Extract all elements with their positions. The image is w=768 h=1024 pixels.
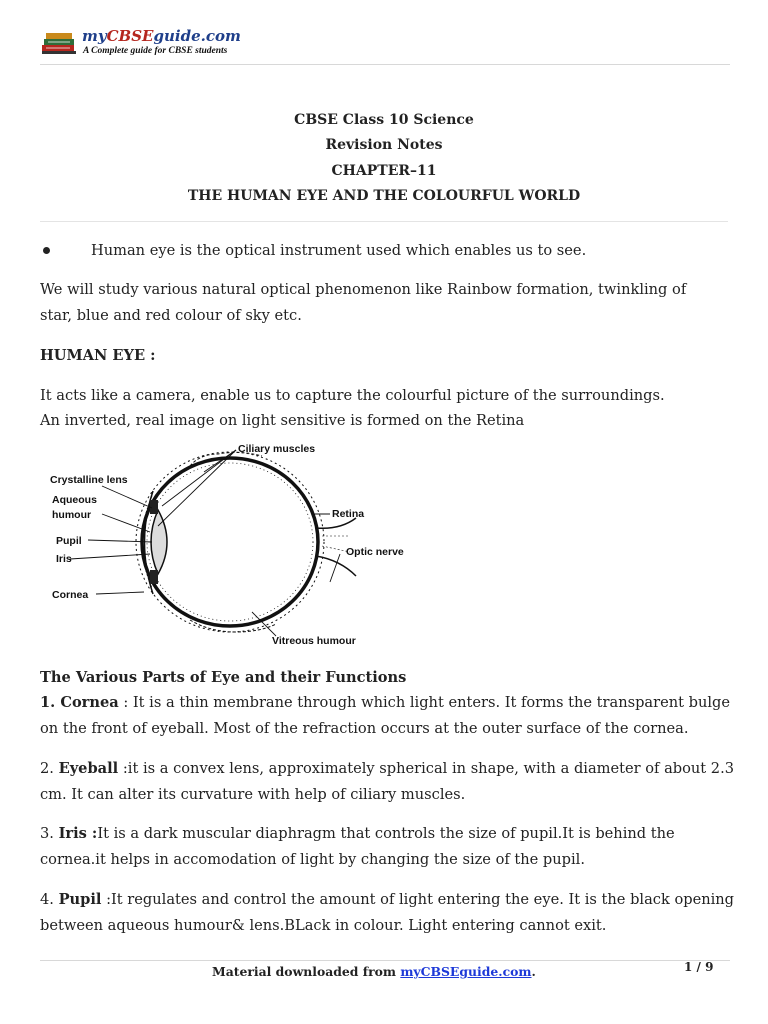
label-aqueous: Aqueous: [52, 494, 97, 506]
footer-note: Material downloaded from myCBSEguide.com.: [212, 964, 536, 979]
human-eye-diagram: [40, 436, 420, 650]
label-optic-nerve: Optic nerve: [346, 546, 404, 558]
title-divider: [40, 221, 728, 222]
label-ciliary-muscles: Ciliary muscles: [238, 443, 316, 455]
part-cornea-line-1: 1. Cornea : It is a thin membrane through which light enters. It forms the transparent bulge: [40, 694, 731, 711]
page-number: 1 / 9: [684, 960, 714, 974]
part-iris-line-2: cornea.it helps in accomodation of light by changing the size of the pupil.: [40, 851, 585, 868]
bullet-dot-icon: [43, 247, 50, 254]
label-retina: Retina: [332, 508, 365, 520]
label-crystalline-lens: Crystalline lens: [50, 474, 128, 486]
title-chapter-name: THE HUMAN EYE AND THE COLOURFUL WORLD: [187, 187, 581, 204]
intro-line-1: We will study various natural optical phenomenon like Rainbow formation, twinkling of: [40, 281, 687, 298]
label-cornea: Cornea: [52, 589, 89, 601]
camera-line-1: It acts like a camera, enable us to capture the colourful picture of the surroundings.: [40, 387, 665, 404]
label-pupil: Pupil: [56, 535, 82, 547]
title-notes: Revision Notes: [325, 137, 443, 154]
part-eyeball-line-2: cm. It can alter its curvature with help of ciliary muscles.: [40, 786, 466, 803]
logo-tagline: A Complete guide for CBSE students: [83, 46, 228, 56]
label-iris: Iris: [56, 553, 72, 565]
part-pupil-line-1: 4. Pupil :It regulates and control the amount of light entering the eye. It is the black opening: [40, 891, 735, 908]
document-titles: [40, 108, 728, 209]
footer-link[interactable]: myCBSEguide.com: [400, 964, 532, 979]
eyeball-shape: [136, 452, 356, 632]
camera-line-2: An inverted, real image on light sensitive is formed on the Retina: [40, 412, 525, 429]
parts-heading: The Various Parts of Eye and their Functions: [40, 669, 407, 686]
label-humour: humour: [52, 509, 92, 521]
title-chapter: CHAPTER–11: [331, 162, 437, 179]
part-cornea-line-2: on the front of eyeball. Most of the refraction occurs at the outer surface of the cornea.: [40, 720, 689, 737]
books-logo-icon: [40, 30, 80, 56]
part-iris-line-1: 3. Iris :It is a dark muscular diaphragm that controls the size of pupil.It is behind the: [40, 825, 675, 842]
human-eye-heading: HUMAN EYE :: [40, 347, 156, 364]
intro-line-2: star, blue and red colour of sky etc.: [40, 307, 302, 324]
label-vitreous-humour: Vitreous humour: [272, 635, 356, 647]
page-header: [40, 24, 730, 65]
part-eyeball-line-1: 2. Eyeball :it is a convex lens, approximately spherical in shape, with a diameter of about 2.3: [40, 760, 735, 777]
part-pupil-line-2: between aqueous humour& lens.BLack in colour. Light entering cannot exit.: [40, 917, 607, 934]
title-class: CBSE Class 10 Science: [294, 112, 474, 128]
footer-divider: [40, 960, 730, 961]
logo-brand: myCBSEguide.com: [82, 27, 241, 45]
